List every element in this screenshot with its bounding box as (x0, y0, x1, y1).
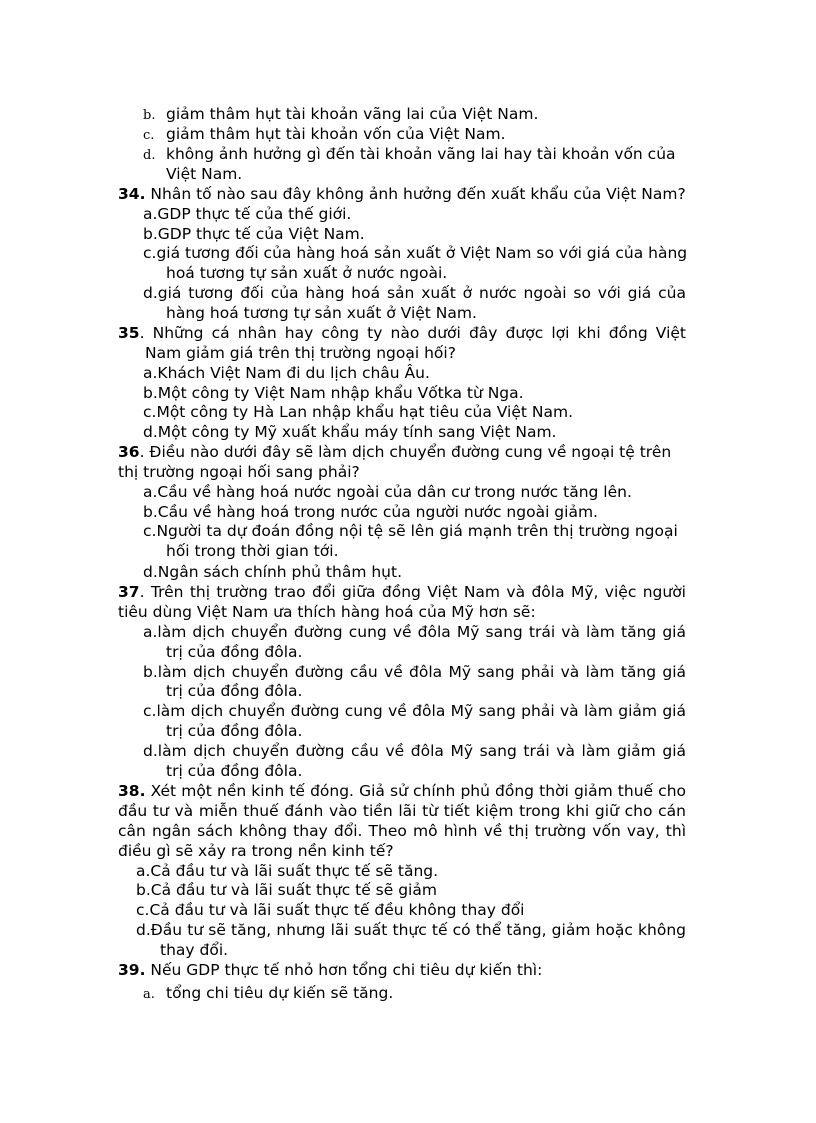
q35-option-a: a.Khách Việt Nam đi du lịch châu Âu. (143, 364, 430, 382)
question-34 (118, 184, 686, 204)
q37-option-b-continued: trị của đồng đôla. (166, 682, 303, 700)
option-text: tổng chi tiêu dự kiến sẽ tăng. (166, 984, 394, 1002)
q37-option-c: c.làm dịch chuyển đường cung về đôla Mỹ sang phải và làm giảm giá (143, 702, 686, 720)
q34-option-b: b.GDP thực tế của Việt Nam. (143, 225, 365, 243)
question-text: . Những cá nhân hay công ty nào dưới đây được lợi khi đồng Việt (139, 324, 686, 342)
q36-option-a: a.Cầu về hàng hoá nước ngoài của dân cư trong nước tăng lên. (143, 483, 632, 501)
question-text: . Điều nào dưới đây sẽ làm dịch chuyển đường cung về ngoại tệ trên (139, 443, 672, 461)
q34-option-a: a.GDP thực tế của thế giới. (143, 205, 352, 223)
option-letter: c. (143, 128, 155, 143)
q39-option-a (143, 983, 393, 1005)
option-d (143, 144, 676, 166)
q37-option-d: d.làm dịch chuyển đường cầu về đôla Mỹ sang trái và làm giảm giá (143, 742, 686, 760)
q37-option-a-continued: trị của đồng đôla. (166, 643, 303, 661)
question-37 (118, 582, 686, 602)
question-35-continued: Nam giảm giá trên thị trường ngoại hối? (145, 344, 456, 362)
option-text: không ảnh hưởng gì đến tài khoản vãng lai hay tài khoản vốn của (166, 145, 676, 163)
question-number: 34. (118, 185, 146, 203)
q36-option-b: b.Cầu về hàng hoá trong nước của người nước ngoài giảm. (143, 503, 598, 521)
question-number: 36 (118, 443, 140, 461)
q38-option-a: a.Cả đầu tư và lãi suất thực tế sẽ tăng. (136, 862, 439, 880)
q37-option-a: a.làm dịch chuyển đường cung về đôla Mỹ sang trái và làm tăng giá (143, 623, 686, 641)
option-b (143, 104, 538, 126)
q34-option-d-continued: hàng hoá tương tự sản xuất ở Việt Nam. (166, 304, 477, 322)
question-number: 37 (118, 583, 140, 601)
question-38-continued-1: đầu tư và miễn thuế đánh vào tiền lãi từ tiết kiệm trong khi giữ cho cán (118, 802, 686, 820)
question-38-continued-3: điều gì sẽ xảy ra trong nền kinh tế? (118, 842, 394, 860)
question-text: . Trên thị trường trao đổi giữa đồng Việt Nam và đôla Mỹ, việc người (139, 583, 686, 601)
question-text: Nhân tố nào sau đây không ảnh hưởng đến xuất khẩu của Việt Nam? (145, 185, 686, 203)
question-36-continued: thị trường ngoại hối sang phải? (118, 463, 360, 481)
q38-option-d: d.Đầu tư sẽ tăng, nhưng lãi suất thực tế có thể tăng, giảm hoặc không (136, 921, 686, 939)
option-text: giảm thâm hụt tài khoản vãng lai của Việt Nam. (166, 105, 539, 123)
q35-option-c: c.Một công ty Hà Lan nhập khẩu hạt tiêu của Việt Nam. (143, 403, 574, 421)
q37-option-b: b.làm dịch chuyển đường cầu về đôla Mỹ sang phải và làm tăng giá (143, 663, 686, 681)
option-d-continued: Việt Nam. (166, 165, 243, 183)
q36-option-d: d.Ngân sách chính phủ thâm hụt. (143, 563, 403, 581)
option-letter: a. (143, 987, 155, 1002)
q36-option-c: c.Người ta dự đoán đồng nội tệ sẽ lên giá mạnh trên thị trường ngoại (143, 522, 678, 540)
q38-option-c: c.Cả đầu tư và lãi suất thực tế đều không thay đổi (136, 901, 525, 919)
question-text: Xét một nền kinh tế đóng. Giả sử chính phủ đồng thời giảm thuế cho (145, 782, 686, 800)
option-text: giảm thâm hụt tài khoản vốn của Việt Nam. (166, 125, 506, 143)
q37-option-c-continued: trị của đồng đôla. (166, 722, 303, 740)
question-number: 39. (118, 961, 146, 979)
option-letter: d. (143, 148, 156, 163)
q35-option-d: d.Một công ty Mỹ xuất khẩu máy tính sang Việt Nam. (143, 423, 557, 441)
question-38-continued-2: cân ngân sách không thay đổi. Theo mô hình về thị trường vốn vay, thì (118, 822, 686, 840)
question-35 (118, 323, 686, 343)
question-37-continued: tiêu dùng Việt Nam ưa thích hàng hoá của Mỹ hơn sẽ: (118, 603, 536, 621)
q34-option-c: c.giá tương đối của hàng hoá sản xuất ở Việt Nam so với giá của hàng (143, 244, 688, 262)
q38-option-b: b.Cả đầu tư và lãi suất thực tế sẽ giảm (136, 881, 437, 899)
q35-option-b: b.Một công ty Việt Nam nhập khẩu Vốtka từ Nga. (143, 384, 524, 402)
option-letter: b. (143, 108, 156, 123)
q34-option-d: d.giá tương đối của hàng hoá sản xuất ở nước ngoài so với giá của (143, 284, 686, 302)
question-number: 38. (118, 782, 146, 800)
question-39 (118, 960, 542, 980)
q38-option-d-continued: thay đổi. (160, 941, 229, 959)
question-38 (118, 781, 686, 801)
question-text: Nếu GDP thực tế nhỏ hơn tổng chi tiêu dự kiến thì: (145, 961, 543, 979)
q37-option-d-continued: trị của đồng đôla. (166, 762, 303, 780)
q36-option-c-continued: hối trong thời gian tới. (166, 542, 339, 560)
question-36 (118, 442, 671, 462)
q34-option-c-continued: hoá tương tự sản xuất ở nước ngoài. (166, 264, 448, 282)
question-number: 35 (118, 324, 140, 342)
option-c (143, 124, 506, 146)
